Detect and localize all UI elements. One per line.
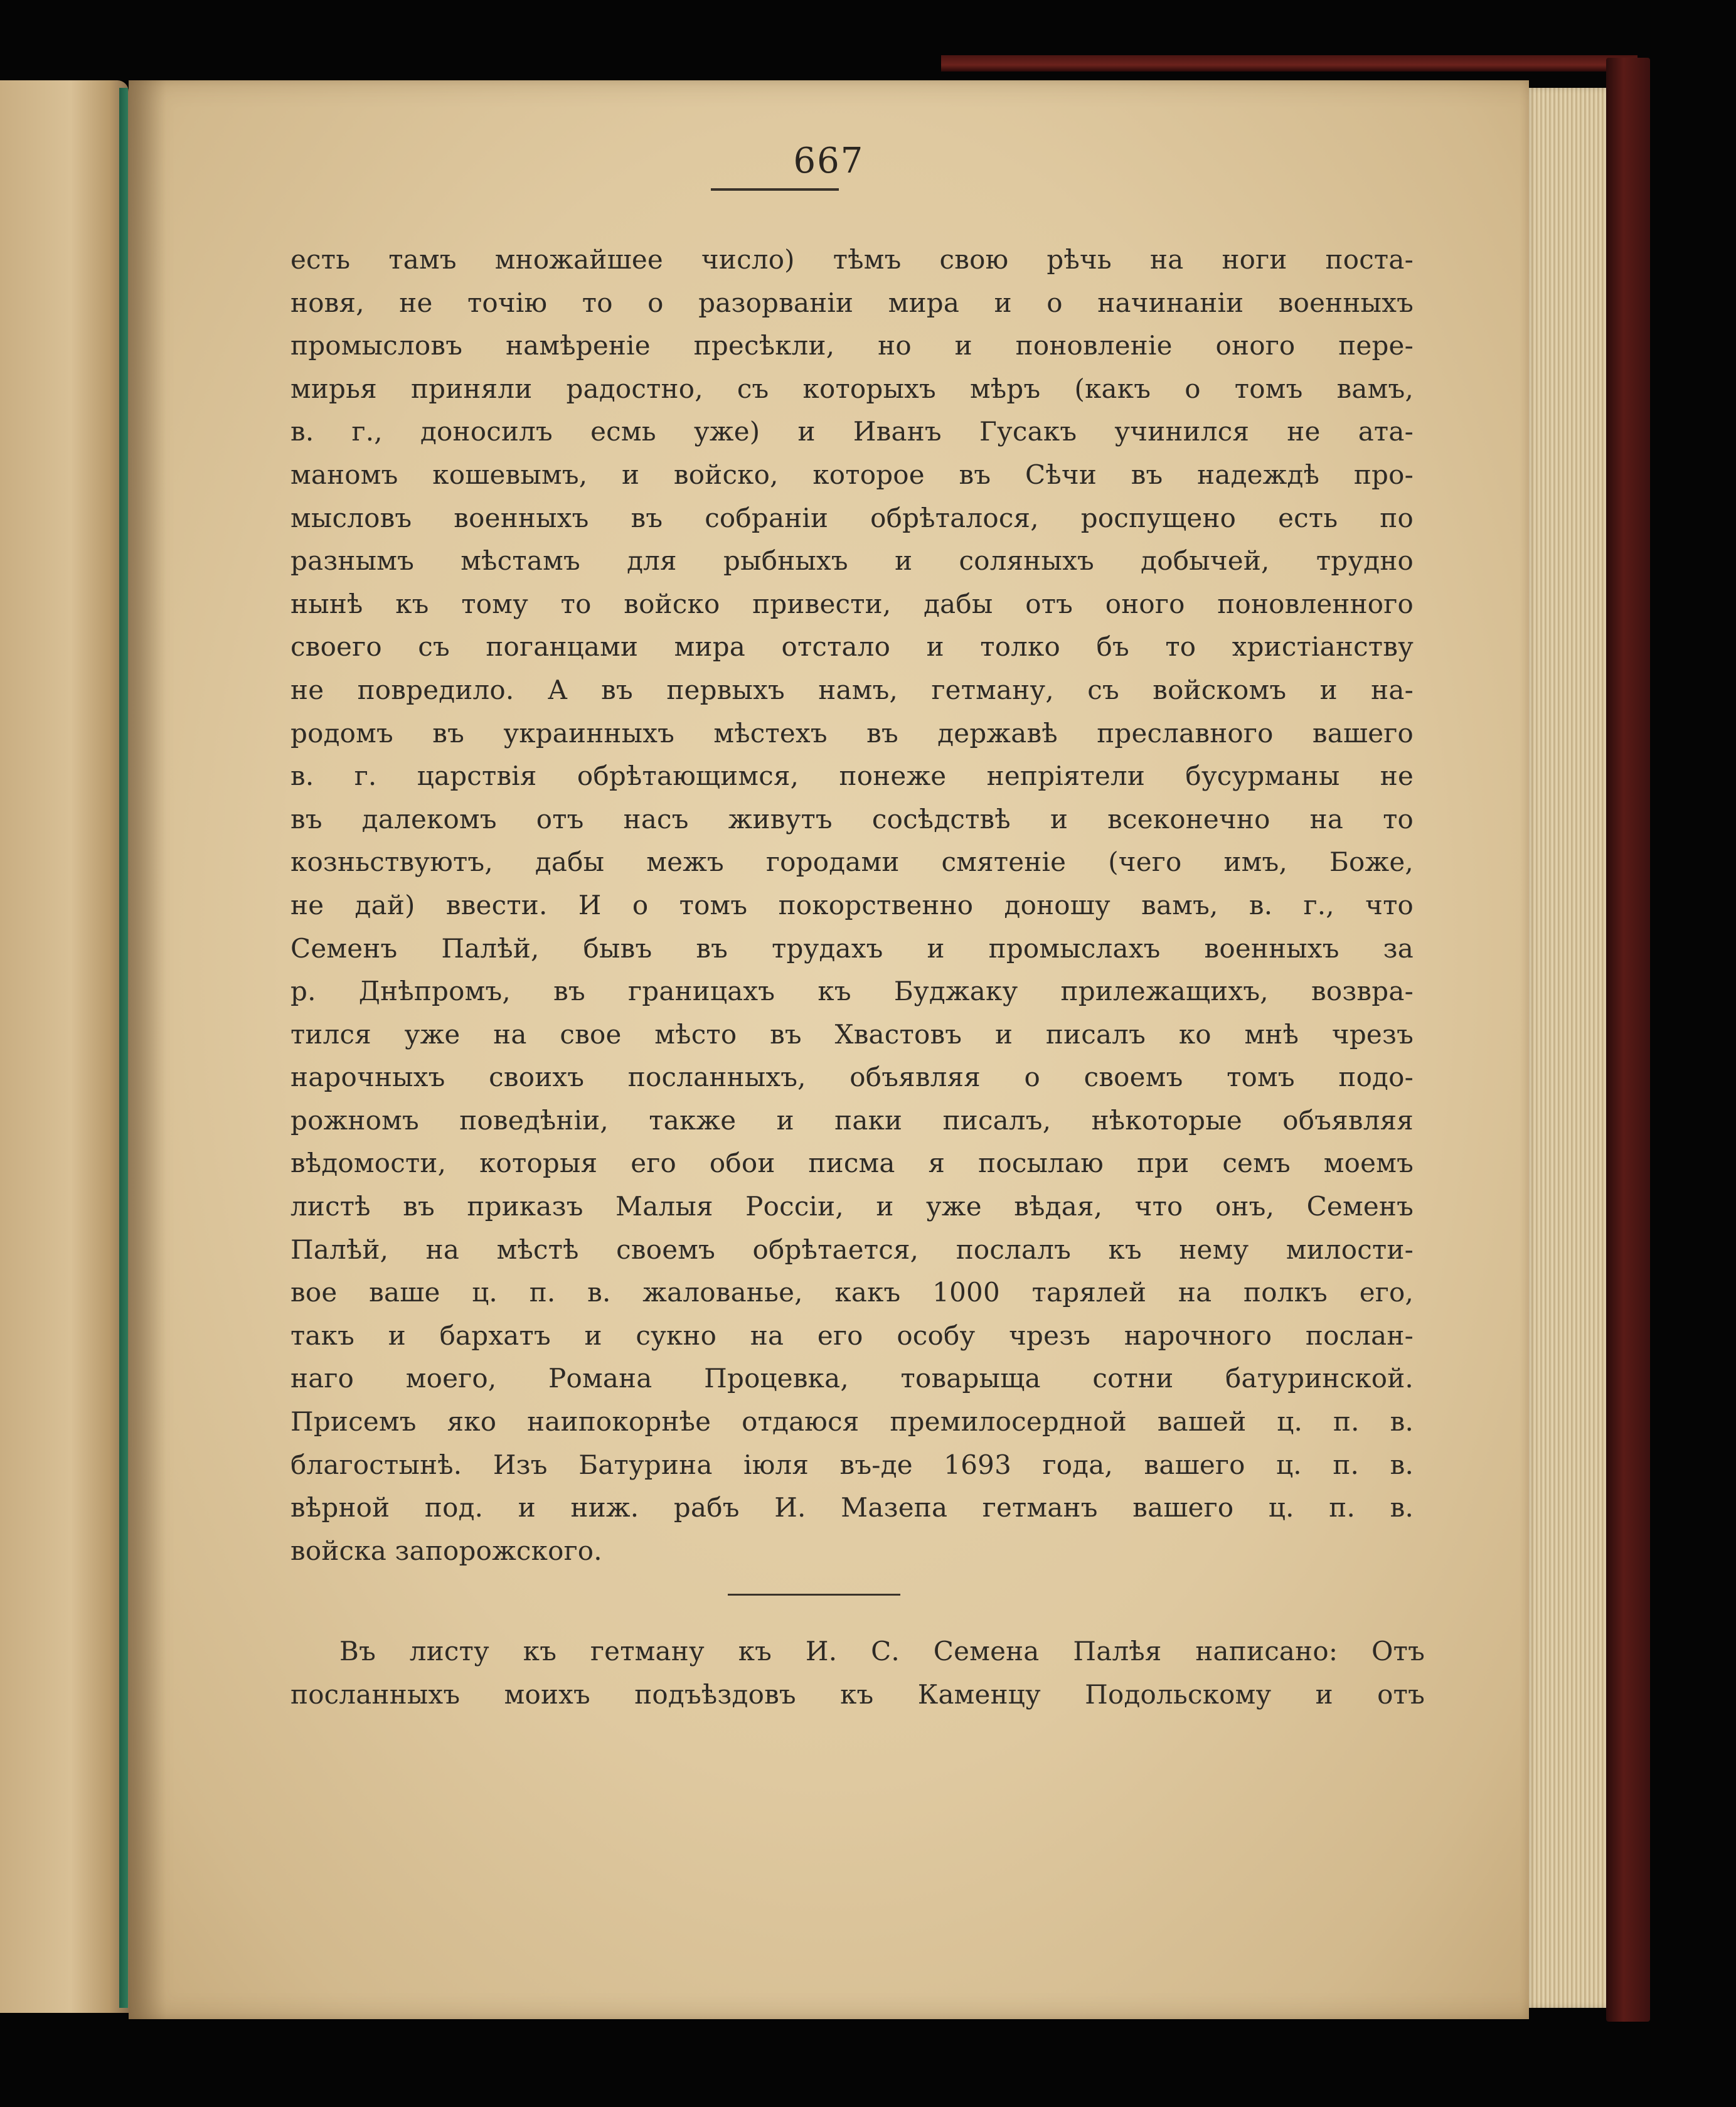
book-cover-right-edge	[1606, 58, 1650, 2022]
text-line: не дай) ввести. И о томъ покорственно доношу вамъ, в. г., что	[290, 889, 1414, 920]
text-line: своего съ поганцами мира отстало и толко бъ то христіанству	[290, 631, 1414, 663]
text-line: такъ и бархатъ и сукно на его особу чрезъ нарочного послан-	[290, 1320, 1414, 1351]
text-line: въ далекомъ отъ насъ живутъ сосѣдствѣ и всеконечно на то	[290, 803, 1414, 835]
text-line: рожномъ поведѣніи, также и паки писалъ, нѣкоторые объявляя	[290, 1104, 1414, 1136]
text-line: Въ листу къ гетману къ И. С. Семена Палѣя написано: Отъ	[339, 1636, 1425, 1667]
paragraph-1	[290, 238, 1414, 1572]
text-line: родомъ въ украинныхъ мѣстехъ въ державѣ преславного вашего	[290, 717, 1414, 749]
book-cover-top-edge	[941, 55, 1637, 72]
left-page-edge-strip	[119, 88, 128, 2008]
text-line: в. г. царствія обрѣтающимся, понеже непріятели бусурманы не	[290, 760, 1414, 792]
book-page	[129, 80, 1529, 2019]
text-line: козньствуютъ, дабы межъ городами смятеніе (чего имъ, Боже,	[290, 846, 1414, 878]
text-line: есть тамъ множайшее число) тѣмъ свою рѣчь на ноги поста-	[290, 244, 1414, 275]
page-number: 667	[793, 141, 865, 181]
text-line: листѣ въ приказъ Малыя Россіи, и уже вѣдая, что онъ, Семенъ	[290, 1191, 1414, 1222]
section-divider	[728, 1594, 900, 1596]
text-line: мысловъ военныхъ въ собраніи обрѣталося, роспущено есть по	[290, 502, 1414, 533]
text-line: тился уже на свое мѣсто въ Хвастовъ и писалъ ко мнѣ чрезъ	[290, 1018, 1414, 1050]
text-line: нынѣ къ тому то войско привести, дабы отъ оного поновленного	[290, 588, 1414, 619]
text-line: не повредило. А въ первыхъ намъ, гетману, съ войскомъ и на-	[290, 674, 1414, 705]
text-line: вое ваше ц. п. в. жалованье, какъ 1000 тарялей на полкъ его,	[290, 1277, 1414, 1308]
text-line: Присемъ яко наипокорнѣе отдаюся премилосердной вашей ц. п. в.	[290, 1406, 1414, 1438]
text-line: благостынѣ. Изъ Батурина іюля въ-де 1693 года, вашего ц. п. в.	[290, 1449, 1414, 1480]
page-block-edges	[1525, 88, 1606, 2008]
text-line: Палѣй, на мѣстѣ своемъ обрѣтается, послалъ къ нему милости-	[290, 1234, 1414, 1265]
facing-left-page	[0, 80, 129, 2013]
gutter-shadow	[129, 80, 166, 2019]
text-line: вѣдомости, которыя его обои писма я посылаю при семъ моемъ	[290, 1148, 1414, 1179]
text-line: нарочныхъ своихъ посланныхъ, объявляя о своемъ томъ подо-	[290, 1062, 1414, 1093]
paragraph-2	[290, 1630, 1425, 1716]
text-line: в. г., доносилъ есмь уже) и Иванъ Гусакъ учинился не ата-	[290, 416, 1414, 447]
text-line: новя, не точію то о разорваніи мира и о начинаніи военныхъ	[290, 287, 1414, 318]
text-line: мирья приняли радостно, съ которыхъ мѣръ (какъ о томъ вамъ,	[290, 373, 1414, 404]
text-line: посланныхъ моихъ подъѣздовъ къ Каменцу Подольскому и отъ	[290, 1678, 1425, 1710]
text-line: войска запорожского.	[290, 1535, 602, 1566]
text-line: маномъ кошевымъ, и войско, которое въ Сѣчи въ надеждѣ про-	[290, 459, 1414, 490]
text-line: вѣрной под. и ниж. рабъ И. Мазепа гетманъ вашего ц. п. в.	[290, 1492, 1414, 1523]
text-line: промысловъ намѣреніе пресѣкли, но и поновленіе оного пере-	[290, 330, 1414, 361]
text-line: р. Днѣпромъ, въ границахъ къ Буджаку прилежащихъ, возвра-	[290, 976, 1414, 1007]
text-line: разнымъ мѣстамъ для рыбныхъ и соляныхъ добычей, трудно	[290, 545, 1414, 577]
text-line: Семенъ Палѣй, бывъ въ трудахъ и промыслахъ военныхъ за	[290, 932, 1414, 964]
page-number-underline	[711, 188, 839, 191]
text-line: наго моего, Романа Процевка, товарыща сотни батуринской.	[290, 1363, 1414, 1394]
